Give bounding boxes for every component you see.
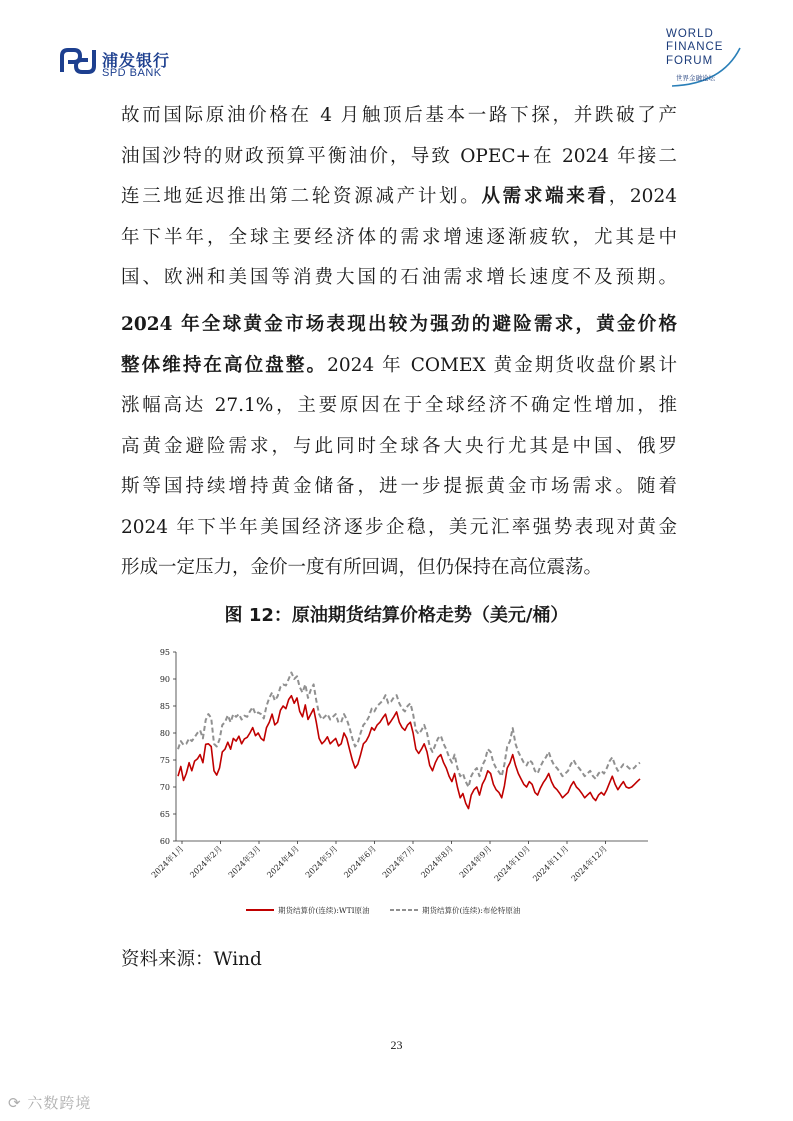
y-tick-label: 95 <box>159 648 170 657</box>
y-tick-label: 90 <box>159 675 170 684</box>
x-tick-label: 2024年6月 <box>342 844 378 880</box>
chart-axes <box>149 648 648 883</box>
text-line <box>121 177 677 218</box>
y-tick-label: 85 <box>159 702 170 711</box>
series-line-brent <box>178 673 640 788</box>
wff-subtitle: 世界金融论坛 <box>676 74 715 82</box>
text-line: 年下半年，全球主要经济体的需求增速逐渐疲软，尤其是中 <box>121 226 677 248</box>
bold-line: 2024 年全球黄金市场表现出较为强劲的避险需求，黄金价格 <box>121 314 677 335</box>
spd-logo-en: SPD BANK <box>102 67 162 79</box>
text-line: 国、欧洲和美国等消费大国的石油需求增长速度不及预期。 <box>121 267 677 288</box>
text-line: 油国沙特的财政预算平衡油价，导致 OPEC+在 2024 年接二 <box>121 145 677 167</box>
wff-line-2: FINANCE <box>666 41 724 53</box>
x-tick-label: 2024年9月 <box>457 844 494 880</box>
text-segment: ，2024 <box>608 186 677 207</box>
spd-logo-cn: 浦发银行 <box>102 51 171 70</box>
text-line <box>121 346 677 387</box>
text-segment: 2024 年 COMEX 黄金期货收盘价累计 <box>327 354 677 376</box>
x-tick-label: 2024年3月 <box>226 844 263 880</box>
y-tick-label: 80 <box>159 729 170 738</box>
y-tick-label: 65 <box>159 810 170 819</box>
text-line: 涨幅高达 27.1%，主要原因在于全球经济不确定性增加，推 <box>121 395 677 416</box>
x-tick-label: 2024年11月 <box>531 844 571 884</box>
x-tick-label: 2024年1月 <box>149 844 186 880</box>
text-line: 故而国际原油价格在 4 月触顶后基本一路下探，并跌破了产 <box>121 105 677 126</box>
text-line: 形成一定压力，金价一度有所回调，但仍保持在高位震荡。 <box>121 557 603 578</box>
spd-logo-icon <box>58 46 98 76</box>
text-line: 2024 年下半年美国经济逐步企稳，美元汇率强势表现对黄金 <box>121 516 677 538</box>
y-tick-label: 60 <box>159 837 170 846</box>
figure-title: 图 12：原油期货结算价格走势（美元/桶） <box>224 605 569 626</box>
page-number: 23 <box>390 1038 403 1052</box>
bold-phrase: 从需求端来看 <box>481 186 609 207</box>
x-tick-label: 2024年4月 <box>265 844 301 880</box>
chart-canvas <box>128 638 668 928</box>
legend-label-wti: 期货结算价(连续):WTI原油 <box>278 906 370 915</box>
wff-line-1: WORLD <box>666 28 714 40</box>
paragraph-1 <box>121 96 677 299</box>
source-note: 资料来源：Wind <box>121 949 262 970</box>
chart-series <box>178 673 640 809</box>
text-line: 斯等国持续增持黄金储备，进一步提振黄金市场需求。随着 <box>121 476 677 497</box>
series-line-wti <box>178 696 640 809</box>
legend-label-brent: 期货结算价(连续):布伦特原油 <box>422 906 521 915</box>
x-tick-label: 2024年2月 <box>188 844 224 880</box>
x-tick-label: 2024年12月 <box>569 844 609 884</box>
bold-phrase: 整体维持在高位盘整。 <box>121 354 328 376</box>
chart-legend <box>246 905 521 915</box>
text-line: 高黄金避险需求，与此同时全球各大央行尤其是中国、俄罗 <box>121 435 677 457</box>
text-segment: 连三地延迟推出第二轮资源减产计划。 <box>121 186 482 207</box>
x-tick-label: 2024年10月 <box>492 844 532 884</box>
spd-bank-logo <box>58 46 178 78</box>
watermark-text: 六数跨境 <box>27 1094 92 1112</box>
y-tick-label: 70 <box>159 783 170 792</box>
paragraph-2 <box>121 305 677 589</box>
world-finance-forum-logo <box>652 28 752 88</box>
x-tick-label: 2024年7月 <box>380 844 417 880</box>
x-tick-label: 2024年5月 <box>303 844 340 880</box>
x-tick-label: 2024年8月 <box>419 844 455 880</box>
oil-price-chart <box>128 638 668 928</box>
y-tick-label: 75 <box>159 756 170 765</box>
watermark-icon: ⟳ <box>8 1094 28 1112</box>
watermark <box>8 1092 91 1113</box>
wff-line-3: FORUM <box>666 55 714 67</box>
